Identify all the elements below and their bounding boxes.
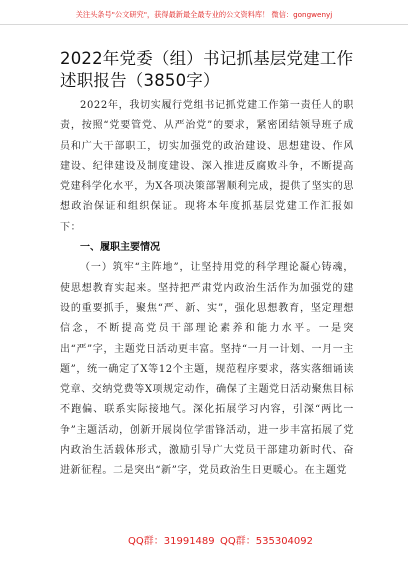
intro-paragraph: 2022年，我切实履行党组书记抓党建工作第一责任人的职责，按照“党要管党、从严治党”的要求，紧密团结领导班子成员和广大干部职工，切实加强党的政治建设、思想建设、作风建设、纪律建设及制度建设、深入推进反腐败斗争，不断提高党建科学化水平，为X各项决策部署顺利完成，提供了坚实的思想政治保证和组织保证。现将本年度抓基层党建工作汇报如下： bbox=[60, 100, 354, 233]
footer-qq-group-1: QQ群：31991489 bbox=[128, 536, 215, 547]
document-body bbox=[60, 96, 354, 482]
footer-qq-group-2: QQ群：535304092 bbox=[220, 536, 314, 547]
header-banner: 关注头条号"公文研究"，获得最新最全最专业的公文资料库！ 微信：gongwenyj bbox=[75, 10, 333, 19]
document-title: 2022年党委（组）书记抓基层党建工作述职报告（3850字） bbox=[60, 49, 354, 90]
section-heading: 一、履职主要情况 bbox=[80, 242, 160, 254]
footer bbox=[0, 535, 408, 549]
header-divider bbox=[0, 24, 408, 25]
section-paragraph: （一）筑牢“主阵地”，让坚持用党的科学理论凝心铸魂，使思想教育实起来。坚持把严肃党内政治生活作为加强党的建设的重要抓手，聚焦“严、新、实”，强化思想教育，坚定理想信念，不断提高党员干部理论素养和能力水平。一是突出“严”字，主题党日活动更丰富。坚持“一月一计划、一月一主题”，统一确定了X等12个主题，规范程序要求，落实落细诵读党章、交纳党费等X项规定动作，确保了主题党日活动聚焦目标不跑偏、联系实际接地气。深化拓展学习内容，引深“两比一争”主题活动，创新开展岗位学雷锋活动，进一步丰富拓展了党内政治生活载体形式，激励引导广大党员干部建功新时代、奋进新征程。二是突出“新”字，党员政治生日更暖心。在主题党 bbox=[60, 262, 354, 477]
